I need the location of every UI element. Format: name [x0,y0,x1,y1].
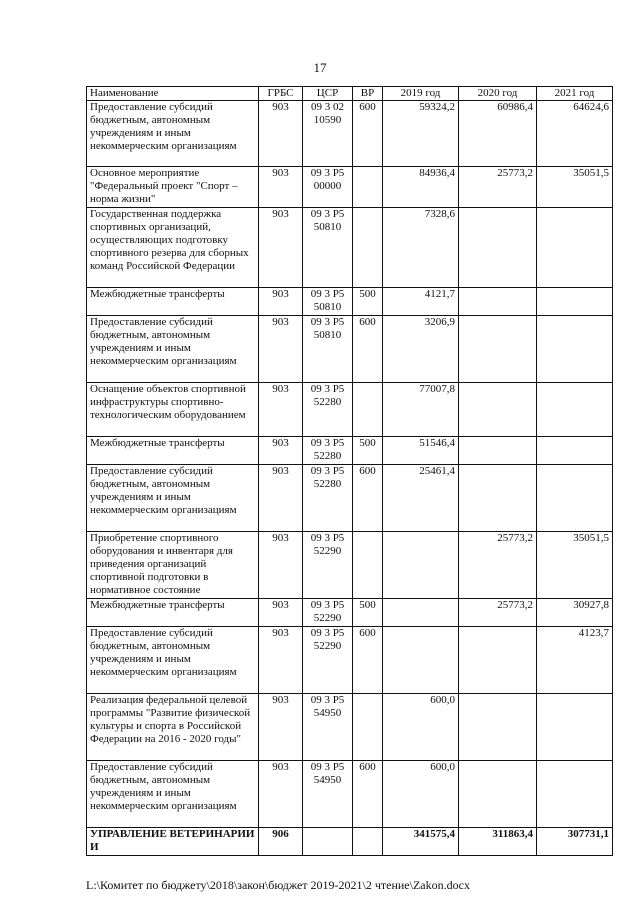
page-number: 17 [313,60,327,75]
row-csr: 09 3 Р5 00000 [303,167,353,208]
row-vr [353,167,383,208]
row-2019: 7328,6 [383,208,459,288]
row-name: Предоставление субсидий бюджетным, автономным учреждениям и иным некоммерческим организациям [87,101,259,167]
row-name: Предоставление субсидий бюджетным, автономным учреждениям и иным некоммерческим организациям [87,316,259,383]
row-2019: 3206,9 [383,316,459,383]
row-vr: 600 [353,627,383,694]
budget-table [86,86,613,856]
row-2020: 25773,2 [459,532,537,599]
row-grbs: 903 [259,208,303,288]
table-row [87,694,613,761]
row-2019: 600,0 [383,694,459,761]
row-vr: 600 [353,101,383,167]
row-name: Предоставление субсидий бюджетным, автономным учреждениям и иным некоммерческим организациям [87,627,259,694]
table-row [87,627,613,694]
row-csr: 09 3 Р5 54950 [303,761,353,828]
row-csr: 09 3 Р5 52280 [303,465,353,532]
row-grbs: 906 [259,828,303,856]
row-grbs: 903 [259,761,303,828]
table-row [87,761,613,828]
row-2019: 84936,4 [383,167,459,208]
row-2021 [537,465,613,532]
row-csr: 09 3 Р5 50810 [303,316,353,383]
row-name: Межбюджетные трансферты [87,437,259,465]
row-2019: 4121,7 [383,288,459,316]
row-2019: 51546,4 [383,437,459,465]
row-name: Основное мероприятие "Федеральный проект "Спорт – норма жизни" [87,167,259,208]
row-2020: 25773,2 [459,599,537,627]
row-grbs: 903 [259,383,303,437]
row-vr [353,208,383,288]
row-2020 [459,465,537,532]
row-grbs: 903 [259,316,303,383]
row-vr: 500 [353,599,383,627]
row-vr: 600 [353,465,383,532]
row-2021: 4123,7 [537,627,613,694]
row-grbs: 903 [259,167,303,208]
row-csr: 09 3 02 10590 [303,101,353,167]
row-2021 [537,694,613,761]
row-csr: 09 3 Р5 52280 [303,437,353,465]
header-2021: 2021 год [537,87,613,101]
row-2021: 307731,1 [537,828,613,856]
row-name: Государственная поддержка спортивных организаций, осуществляющих подготовку спортивного резерва для сборных команд Российской Федерации [87,208,259,288]
header-name: Наименование [87,87,259,101]
row-2019 [383,627,459,694]
footer-file-path: L:\Комитет по бюджету\2018\закон\бюджет 2019-2021\2 чтение\Zakon.docx [86,878,470,892]
row-2021 [537,316,613,383]
row-name: Реализация федеральной целевой программы "Развитие физической культуры и спорта в Российской Федерации на 2016 - 2020 годы" [87,694,259,761]
row-grbs: 903 [259,627,303,694]
row-grbs: 903 [259,288,303,316]
row-2020 [459,383,537,437]
row-vr [353,694,383,761]
row-2020: 60986,4 [459,101,537,167]
row-2020 [459,316,537,383]
row-name: Предоставление субсидий бюджетным, автономным учреждениям и иным некоммерческим организациям [87,761,259,828]
row-vr [353,383,383,437]
row-2019: 25461,4 [383,465,459,532]
table-row [87,437,613,465]
row-2021 [537,288,613,316]
row-2020: 25773,2 [459,167,537,208]
header-2020: 2020 год [459,87,537,101]
row-name: Межбюджетные трансферты [87,599,259,627]
table-row [87,383,613,437]
row-2021 [537,437,613,465]
row-grbs: 903 [259,599,303,627]
row-2020 [459,288,537,316]
row-grbs: 903 [259,532,303,599]
row-csr: 09 3 Р5 52280 [303,383,353,437]
row-name: УПРАВЛЕНИЕ ВЕТЕРИНАРИИ И [87,828,259,856]
row-2020: 311863,4 [459,828,537,856]
row-csr: 09 3 Р5 52290 [303,599,353,627]
row-2020 [459,761,537,828]
table-row [87,208,613,288]
row-2019: 59324,2 [383,101,459,167]
row-vr: 600 [353,761,383,828]
header-2019: 2019 год [383,87,459,101]
row-vr: 600 [353,316,383,383]
row-2021: 30927,8 [537,599,613,627]
row-vr: 500 [353,288,383,316]
row-name: Оснащение объектов спортивной инфраструктуры спортивно-технологическим оборудованием [87,383,259,437]
row-csr: 09 3 Р5 54950 [303,694,353,761]
row-grbs: 903 [259,465,303,532]
row-csr: 09 3 Р5 52290 [303,532,353,599]
row-2021: 64624,6 [537,101,613,167]
row-2021: 35051,5 [537,532,613,599]
row-2021 [537,761,613,828]
row-grbs: 903 [259,437,303,465]
table-row [87,316,613,383]
row-2020 [459,208,537,288]
table-header-row [87,87,613,101]
row-vr: 500 [353,437,383,465]
row-2019: 341575,4 [383,828,459,856]
row-csr: 09 3 Р5 50810 [303,208,353,288]
table-row [87,828,613,856]
row-csr: 09 3 Р5 50810 [303,288,353,316]
row-vr [353,532,383,599]
table-row [87,465,613,532]
row-2020 [459,694,537,761]
table-row [87,532,613,599]
row-2021 [537,208,613,288]
header-grbs: ГРБС [259,87,303,101]
row-2021 [537,383,613,437]
row-name: Межбюджетные трансферты [87,288,259,316]
row-vr [353,828,383,856]
row-2021: 35051,5 [537,167,613,208]
row-csr [303,828,353,856]
row-csr: 09 3 Р5 52290 [303,627,353,694]
table-row [87,599,613,627]
row-grbs: 903 [259,694,303,761]
row-grbs: 903 [259,101,303,167]
header-vr: ВР [353,87,383,101]
row-2019: 600,0 [383,761,459,828]
header-csr: ЦСР [303,87,353,101]
row-2019: 77007,8 [383,383,459,437]
row-2020 [459,627,537,694]
table-row [87,167,613,208]
row-2020 [459,437,537,465]
row-2019 [383,532,459,599]
table-row [87,288,613,316]
row-name: Приобретение спортивного оборудования и инвентаря для приведения организаций спортивной подготовки в нормативное состояние [87,532,259,599]
row-name: Предоставление субсидий бюджетным, автономным учреждениям и иным некоммерческим организациям [87,465,259,532]
table-row [87,101,613,167]
row-2019 [383,599,459,627]
